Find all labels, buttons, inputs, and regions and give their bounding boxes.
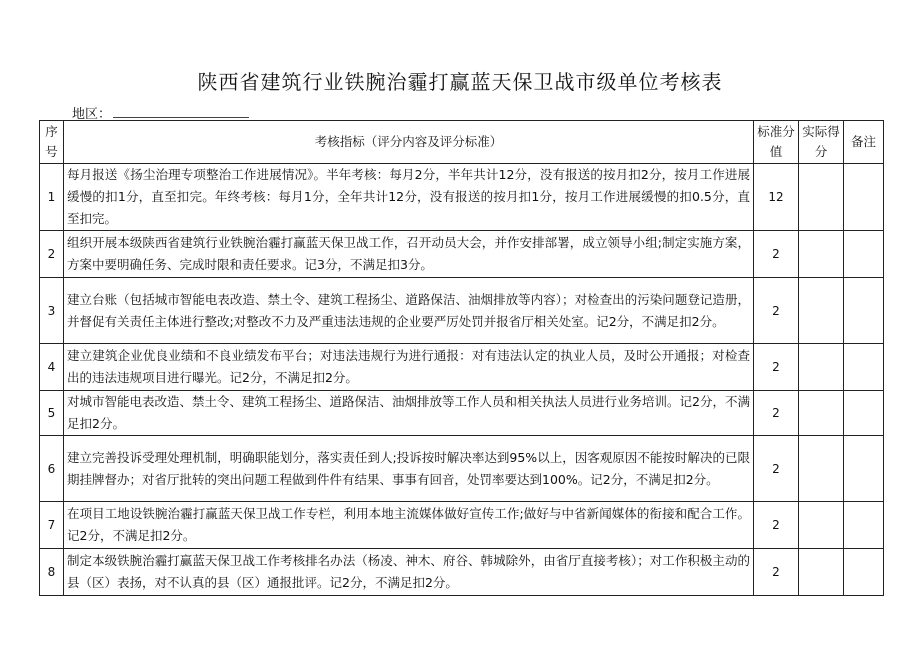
row-index: 8 <box>40 549 64 596</box>
row-criteria: 制定本级铁腕治霾打赢蓝天保卫战工作考核排名办法（杨凌、神木、府谷、韩城除外，由省厅直接考核）；对工作积极主动的县（区）表扬，对不认真的县（区）通报批评。记2分，不满足扣2分。 <box>64 549 754 596</box>
header-actual: 实际得分 <box>799 121 844 164</box>
row-remark[interactable] <box>844 436 884 502</box>
row-remark[interactable] <box>844 164 884 231</box>
row-standard-score: 2 <box>754 502 799 549</box>
row-standard-score: 12 <box>754 164 799 231</box>
row-index: 4 <box>40 344 64 391</box>
header-remark: 备注 <box>844 121 884 164</box>
table-row <box>40 231 884 278</box>
row-actual-score[interactable] <box>799 344 844 391</box>
row-remark[interactable] <box>844 549 884 596</box>
row-standard-score: 2 <box>754 344 799 391</box>
row-index: 6 <box>40 436 64 502</box>
assessment-table <box>39 120 884 596</box>
row-remark[interactable] <box>844 344 884 391</box>
row-actual-score[interactable] <box>799 549 844 596</box>
row-criteria: 建立台账（包括城市智能电表改造、禁土令、建筑工程扬尘、道路保洁、油烟排放等内容）；对检查出的污染问题登记造册，并督促有关责任主体进行整改;对整改不力及严重违法违规的企业要严厉处罚并报省厅相关处室。记2分，不满足扣2分。 <box>64 278 754 344</box>
region-label: 地区： <box>72 107 112 122</box>
table-row <box>40 549 884 596</box>
header-standard: 标准分值 <box>754 121 799 164</box>
header-index: 序号 <box>40 121 64 164</box>
table-row <box>40 278 884 344</box>
table-row <box>40 164 884 231</box>
table-row <box>40 502 884 549</box>
row-criteria: 每月报送《扬尘治理专项整治工作进展情况》。半年考核：每月2分，半年共计12分，没有报送的按月扣2分，按月工作进展缓慢的扣1分，直至扣完。年终考核：每月1分，全年共计12分，没有报送的按月扣1分，按月工作进展缓慢的扣0.5分，直至扣完。 <box>64 164 754 231</box>
row-actual-score[interactable] <box>799 391 844 436</box>
table-row <box>40 344 884 391</box>
row-criteria: 在项目工地设铁腕治霾打赢蓝天保卫战工作专栏，利用本地主流媒体做好宣传工作;做好与中省新闻媒体的衔接和配合工作。记2分，不满足扣2分。 <box>64 502 754 549</box>
row-actual-score[interactable] <box>799 502 844 549</box>
table-row <box>40 391 884 436</box>
row-actual-score[interactable] <box>799 278 844 344</box>
row-index: 1 <box>40 164 64 231</box>
table-row <box>40 436 884 502</box>
row-standard-score: 2 <box>754 549 799 596</box>
row-index: 3 <box>40 278 64 344</box>
row-index: 2 <box>40 231 64 278</box>
row-actual-score[interactable] <box>799 436 844 502</box>
region-blank-line <box>113 107 249 118</box>
header-criteria: 考核指标（评分内容及评分标准） <box>64 121 754 164</box>
row-standard-score: 2 <box>754 436 799 502</box>
row-remark[interactable] <box>844 231 884 278</box>
row-index: 7 <box>40 502 64 549</box>
row-criteria: 对城市智能电表改造、禁土令、建筑工程扬尘、道路保洁、油烟排放等工作人员和相关执法人员进行业务培训。记2分，不满足扣2分。 <box>64 391 754 436</box>
table-header-row <box>40 121 884 164</box>
row-criteria: 建立建筑企业优良业绩和不良业绩发布平台；对违法违规行为进行通报：对有违法认定的执业人员，及时公开通报；对检查出的违法违规项目进行曝光。记2分，不满足扣2分。 <box>64 344 754 391</box>
row-actual-score[interactable] <box>799 231 844 278</box>
row-criteria: 建立完善投诉受理处理机制，明确职能划分，落实责任到人;投诉按时解决率达到95%以上，因客观原因不能按时解决的已限期挂牌督办；对省厅批转的突出问题工程做到件件有结果、事事有回音，处罚率要达到100%。记2分，不满足扣2分。 <box>64 436 754 502</box>
row-remark[interactable] <box>844 278 884 344</box>
row-actual-score[interactable] <box>799 164 844 231</box>
page-title: 陕西省建筑行业铁腕治霾打赢蓝天保卫战市级单位考核表 <box>197 70 723 94</box>
row-index: 5 <box>40 391 64 436</box>
row-standard-score: 2 <box>754 231 799 278</box>
row-remark[interactable] <box>844 391 884 436</box>
row-criteria: 组织开展本级陕西省建筑行业铁腕治霾打赢蓝天保卫战工作，召开动员大会，并作安排部署，成立领导小组;制定实施方案，方案中要明确任务、完成时限和责任要求。记3分，不满足扣3分。 <box>64 231 754 278</box>
row-standard-score: 2 <box>754 391 799 436</box>
row-remark[interactable] <box>844 502 884 549</box>
row-standard-score: 2 <box>754 278 799 344</box>
